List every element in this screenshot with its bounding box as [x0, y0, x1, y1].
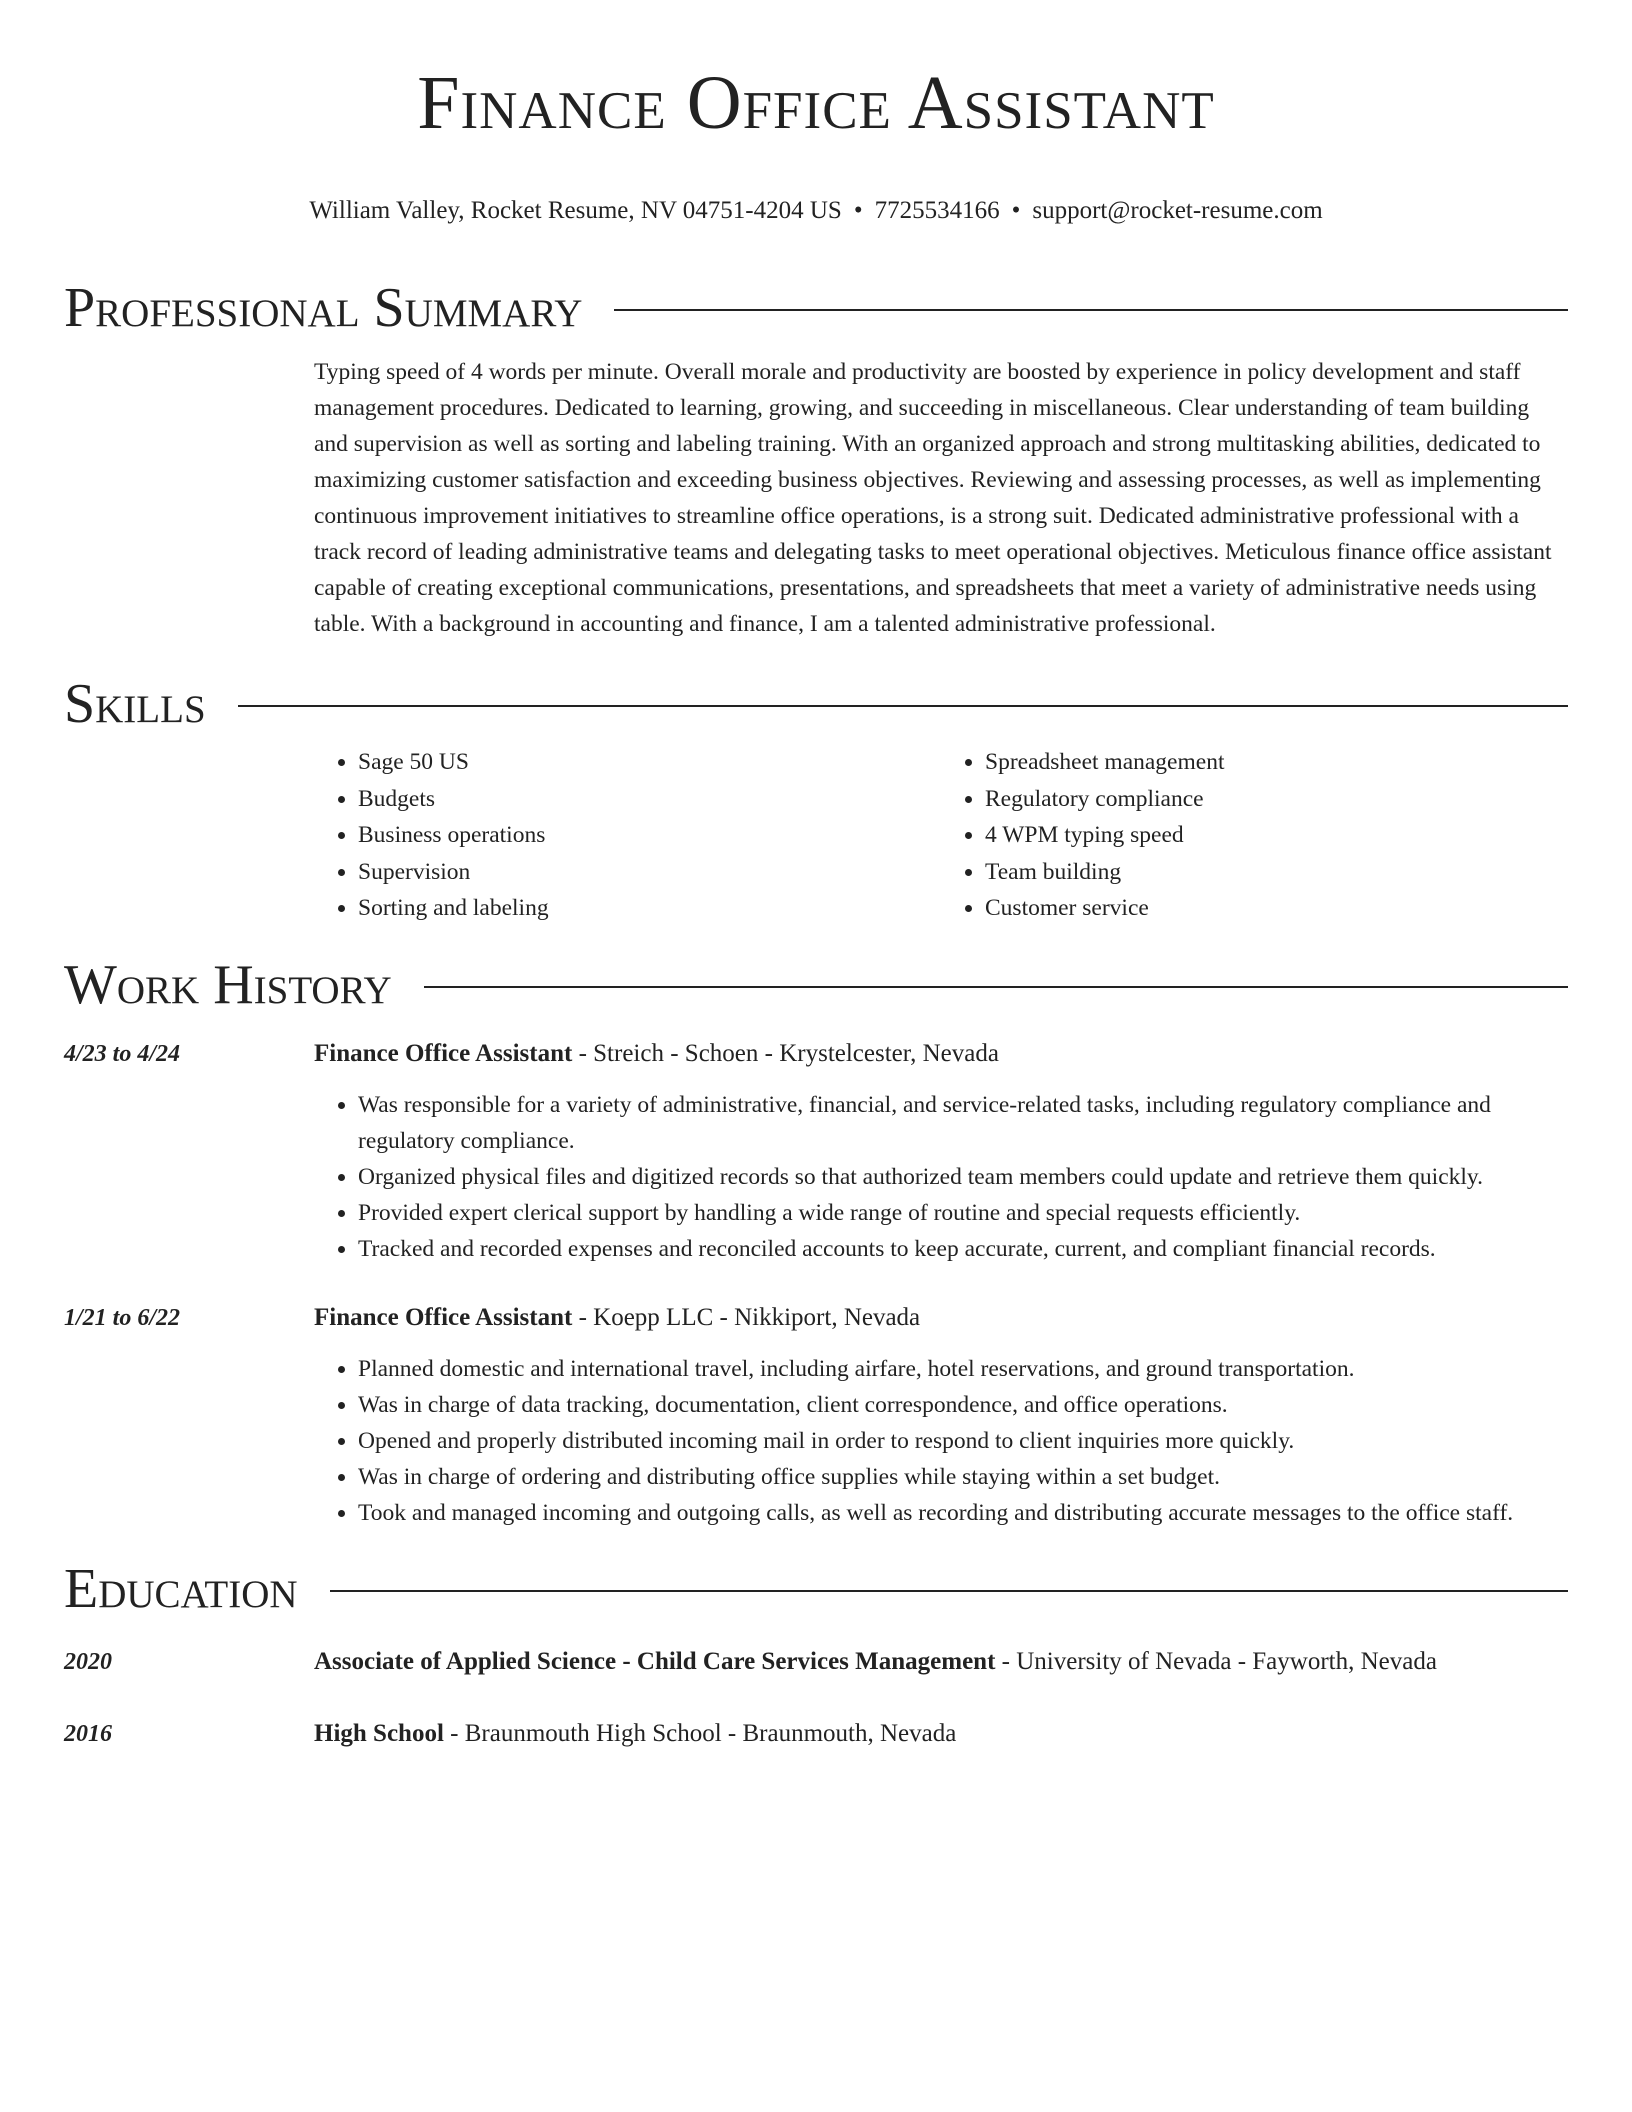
skill-item: • Budgets	[358, 781, 941, 818]
skills-list	[314, 744, 1568, 927]
education-body	[314, 1645, 1437, 1679]
section-divider	[614, 309, 1568, 311]
job-bullets	[314, 1087, 1568, 1267]
job-bullets	[314, 1351, 1568, 1531]
summary-text: Typing speed of 4 words per minute. Overall morale and productivity are boosted by experience in policy development and staff management procedures. Dedicated to learning, growing, and succeeding in miscellaneous. Clear understanding of team building and supervision as well as sorting and labeling training. With an organized approach and strong multitasking abilities, dedicated to maximizing customer satisfaction and exceeding business objectives. Reviewing and assessing processes, as well as implementing continuous improvement initiatives to streamline office operations, is a strong suit. Dedicated administrative professional with a track record of leading administrative teams and delegating tasks to meet operational objectives. Meticulous finance office assistant capable of creating exceptional communications, presentations, and spreadsheets that meet a variety of administrative needs using table. With a background in accounting and finance, I am a talented administrative professional.	[314, 359, 1552, 637]
contact-line	[64, 196, 1568, 226]
job-position: Finance Office Assistant	[314, 1303, 573, 1331]
section-divider	[330, 1590, 1568, 1592]
skills-section-heading	[64, 672, 1568, 736]
job-entry	[64, 1301, 1568, 1531]
job-headline	[314, 1037, 1568, 1071]
education-school: - Braunmouth High School - Braunmouth, Nevada	[443, 1719, 957, 1747]
skill-item: • Supervision	[358, 854, 941, 891]
skill-item: • 4 WPM typing speed	[985, 817, 1568, 854]
contact-separator: •	[1011, 197, 1021, 224]
skill-item: • Regulatory compliance	[985, 781, 1568, 818]
skills-column-right	[941, 744, 1568, 927]
section-divider	[238, 705, 1568, 707]
job-dates: 4/23 to 4/24	[64, 1040, 181, 1067]
job-bullet: • Was responsible for a variety of administrative, financial, and service-related tasks, including regulatory compliance and regulatory compliance.	[358, 1087, 1568, 1159]
contact-separator: •	[853, 197, 863, 224]
job-headline	[314, 1301, 1568, 1335]
education-entry	[64, 1645, 1568, 1679]
job-bullet: • Opened and properly distributed incoming mail in order to respond to client inquiries more quickly.	[358, 1423, 1568, 1459]
candidate-name: Finance Office Assistant	[417, 61, 1215, 145]
work-title: Work History	[64, 953, 392, 1016]
section-divider	[424, 986, 1568, 988]
skill-item: • Sorting and labeling	[358, 890, 941, 927]
job-employer: - Streich - Schoen - Krystelcester, Nevada	[572, 1039, 999, 1067]
education-degree: Associate of Applied Science - Child Care Services Management	[314, 1647, 996, 1675]
work-section-heading	[64, 953, 1568, 1017]
education-degree: High School	[314, 1719, 444, 1747]
job-bullet: • Organized physical files and digitized records so that authorized team members could update and retrieve them quickly.	[358, 1159, 1568, 1195]
job-bullet: • Took and managed incoming and outgoing calls, as well as recording and distributing accurate messages to the office staff.	[358, 1495, 1568, 1531]
contact-phone: 7725534166	[874, 197, 1000, 224]
education-year: 2016	[64, 1720, 112, 1747]
job-bullet: • Tracked and recorded expenses and reconciled accounts to keep accurate, current, and compliant financial records.	[358, 1231, 1568, 1267]
job-employer: - Koepp LLC - Nikkiport, Nevada	[572, 1303, 921, 1331]
skills-column-left	[314, 744, 941, 927]
education-entry	[64, 1717, 1568, 1751]
skills-title: Skills	[64, 673, 206, 735]
job-dates: 1/21 to 6/22	[64, 1304, 181, 1331]
job-bullet: • Was in charge of data tracking, documentation, client correspondence, and office operations.	[358, 1387, 1568, 1423]
skill-item: • Team building	[985, 854, 1568, 891]
contact-email: support@rocket-resume.com	[1032, 197, 1323, 224]
job-bullet: • Provided expert clerical support by handling a wide range of routine and special requests efficiently.	[358, 1195, 1568, 1231]
education-body	[314, 1717, 956, 1751]
skill-item: • Spreadsheet management	[985, 744, 1568, 781]
job-bullet: • Planned domestic and international travel, including airfare, hotel reservations, and ground transportation.	[358, 1351, 1568, 1387]
summary-section-heading	[64, 276, 1568, 340]
job-body	[314, 1037, 1568, 1267]
summary-title: Professional Summary	[64, 277, 583, 339]
job-position: Finance Office Assistant	[314, 1039, 573, 1067]
job-bullet: • Was in charge of ordering and distributing office supplies while staying within a set budget.	[358, 1459, 1568, 1495]
job-body	[314, 1301, 1568, 1531]
education-title: Education	[64, 1557, 298, 1620]
skill-item: • Customer service	[985, 890, 1568, 927]
education-year: 2020	[64, 1648, 112, 1675]
skill-item: • Business operations	[358, 817, 941, 854]
education-school: - University of Nevada - Fayworth, Nevada	[995, 1647, 1437, 1675]
education-section-heading	[64, 1557, 1568, 1621]
skill-item: • Sage 50 US	[358, 744, 941, 781]
contact-address: William Valley, Rocket Resume, NV 04751-4204 US	[309, 197, 842, 224]
job-entry	[64, 1037, 1568, 1267]
